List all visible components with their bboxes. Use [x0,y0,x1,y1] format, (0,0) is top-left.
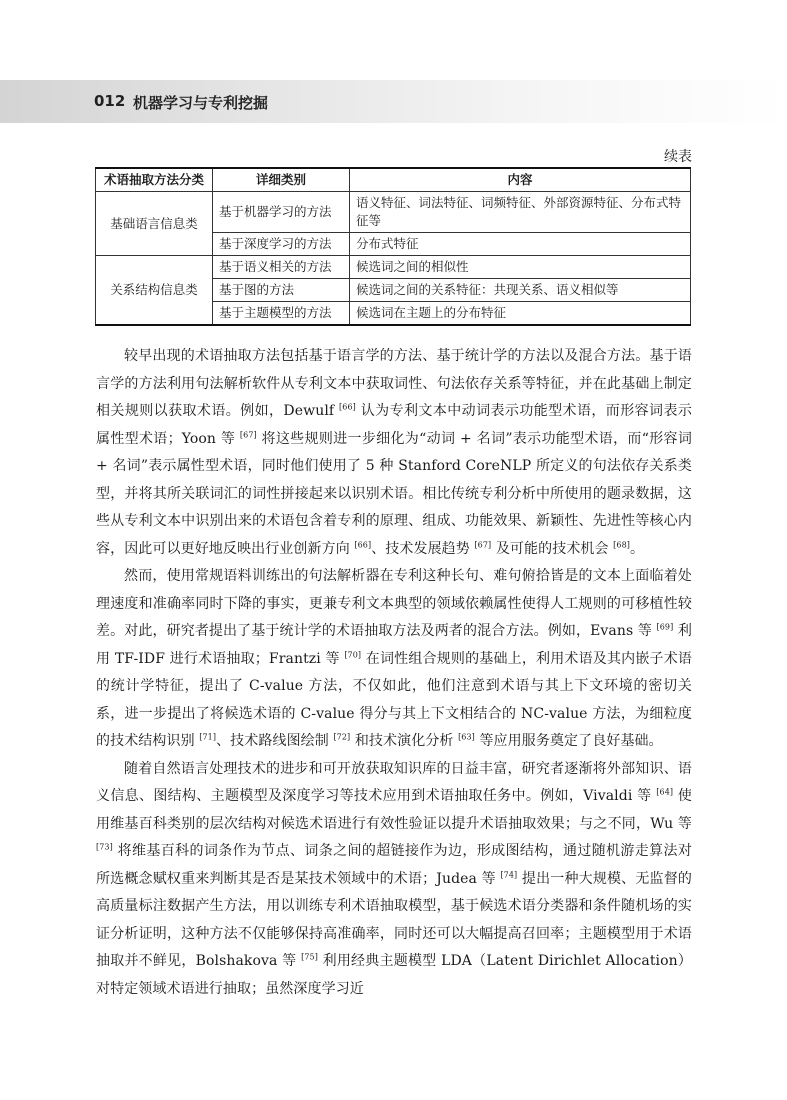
content-cell: 候选词在主题上的分布特征 [350,302,691,326]
text-run: 将这些规则进一步细化为“动词 + 名词”表示功能型术语，而“形容词 + 名词”表示属性型术语，同时他们使用了 5 种 Stanford CoreNLP 所定义的句法依存关系类型，并将其所关联词汇的词性拼接起来以识别术语。相比传统专利分析中所使用的题录数据，这些从专利文本中识别出来的术语包含着专利的原理、组成、功能效果、新颖性、先进性等核心内容，因此可以更好地反映出行业创新方向 [96,430,692,557]
paragraph [96,563,692,756]
text-run: 及可能的技术机会 [491,540,614,557]
subcategory-cell: 基于主题模型的方法 [213,302,350,326]
text-run: 等应用服务奠定了良好基础。 [474,733,663,749]
table-row [96,256,691,279]
text-run: 将维基百科的词条作为节点、词条之间的超链接作为边，形成图结构，通过随机游走算法对所选概念赋权重来判断其是否是某技术领域中的术语；Judea 等 [96,843,692,887]
text-run: 在词性组合规则的基础上，利用术语及其内嵌子术语的统计学特征，提出了 C-value 方法，不仅如此，他们注意到术语与其上下文环境的密切关系，进一步提出了将候选术语的 C-value 得分与其上下文相结合的 NC-value 方法，为细粒度的技术结构识别 [96,650,692,749]
paragraph [96,756,692,1004]
citation-ref[interactable]: [64] [656,787,674,797]
paragraph [96,343,692,563]
text-run: 提出一种大规模、无监督的高质量标注数据产生方法，用以训练专利术语抽取模型，基于候选术语分类器和条件随机场的实证分析证明，这种方法不仅能够保持高准确率，同时还可以大幅提高召回率；主题模型用于术语抽取并不鲜见，Bolshakova 等 [96,870,693,969]
text-run: 利用 TF-IDF 进行术语抽取；Frantzi 等 [96,623,692,667]
subcategory-cell: 基于语义相关的方法 [213,256,350,279]
citation-ref[interactable]: [70] [344,649,362,659]
header-content: 内容 [350,168,691,192]
text-run: 和技术演化分析 [350,733,459,749]
text-run: 然而，使用常规语料训练出的句法解析器在专利这种长句、难句俯拾皆是的文本上面临着处理速度和准确率同时下降的事实，更兼专利文本典型的领域依赖属性使得人工规则的可移植性较差。对此，研究者提出了基于统计学的术语抽取方法及两者的混合方法。例如，Evans 等 [96,568,692,639]
citation-ref[interactable]: [66] [354,539,372,549]
text-run: 使用维基百科类别的层次结构对候选术语进行有效性验证以提升术语抽取效果；与之不同，Wu 等 [96,788,693,832]
term-extraction-table [95,167,691,326]
citation-ref[interactable]: [69] [656,622,674,632]
citation-ref[interactable]: [73] [96,842,113,852]
citation-ref[interactable]: [63] [458,732,475,742]
table-header-row [96,168,691,192]
subcategory-cell: 基于图的方法 [213,279,350,302]
page-number: 012 [94,92,126,110]
book-title: 机器学习与专利挖掘 [133,94,269,112]
table-continued-label: 续表 [664,149,692,165]
header-method-category: 术语抽取方法分类 [96,168,213,192]
text-run: 。 [630,540,645,557]
text-run: 认为专利文本中动词表示功能型术语，而形容词表示属性型术语；Yoon 等 [96,403,692,447]
body-text [96,343,692,1003]
content-cell: 语义特征、词法特征、词频特征、外部资源特征、分布式特征等 [350,192,691,233]
citation-ref[interactable]: [75] [301,952,318,962]
citation-ref[interactable]: [68] [613,539,630,549]
header-detailed-category: 详细类别 [213,168,350,192]
citation-ref[interactable]: [66] [339,402,356,412]
subcategory-cell: 基于深度学习的方法 [213,233,350,256]
text-run: 较早出现的术语抽取方法包括基于语言学的方法、基于统计学的方法以及混合方法。基于语言学的方法利用句法解析软件从专利文本中获取词性、句法依存关系等特征，并在此基础上制定相关规则以获取术语。例如，Dewulf [96,348,692,419]
citation-ref[interactable]: [67] [474,539,492,549]
citation-ref[interactable]: [67] [239,429,257,439]
citation-ref[interactable]: [71] [199,732,217,742]
text-run: 随着自然语言处理技术的进步和可开放获取知识库的日益丰富，研究者逐渐将外部知识、语义信息、图结构、主题模型及深度学习等技术应用到术语抽取任务中。例如，Vivaldi 等 [96,760,692,804]
content-cell: 分布式特征 [350,233,691,256]
citation-ref[interactable]: [74] [500,869,518,879]
category-cell: 基础语言信息类 [96,192,213,256]
category-cell: 关系结构信息类 [96,256,213,326]
text-run: 利用经典主题模型 LDA（Latent Dirichlet Allocation）对特定领域术语进行抽取；虽然深度学习近 [96,953,693,997]
content-cell: 候选词之间的关系特征：共现关系、语义相似等 [350,279,691,302]
text-run: 、技术发展趋势 [371,540,475,557]
table-row [96,192,691,233]
text-run: 、技术路线图绘制 [216,733,334,749]
citation-ref[interactable]: [72] [333,732,351,742]
subcategory-cell: 基于机器学习的方法 [213,192,350,233]
content-cell: 候选词之间的相似性 [350,256,691,279]
